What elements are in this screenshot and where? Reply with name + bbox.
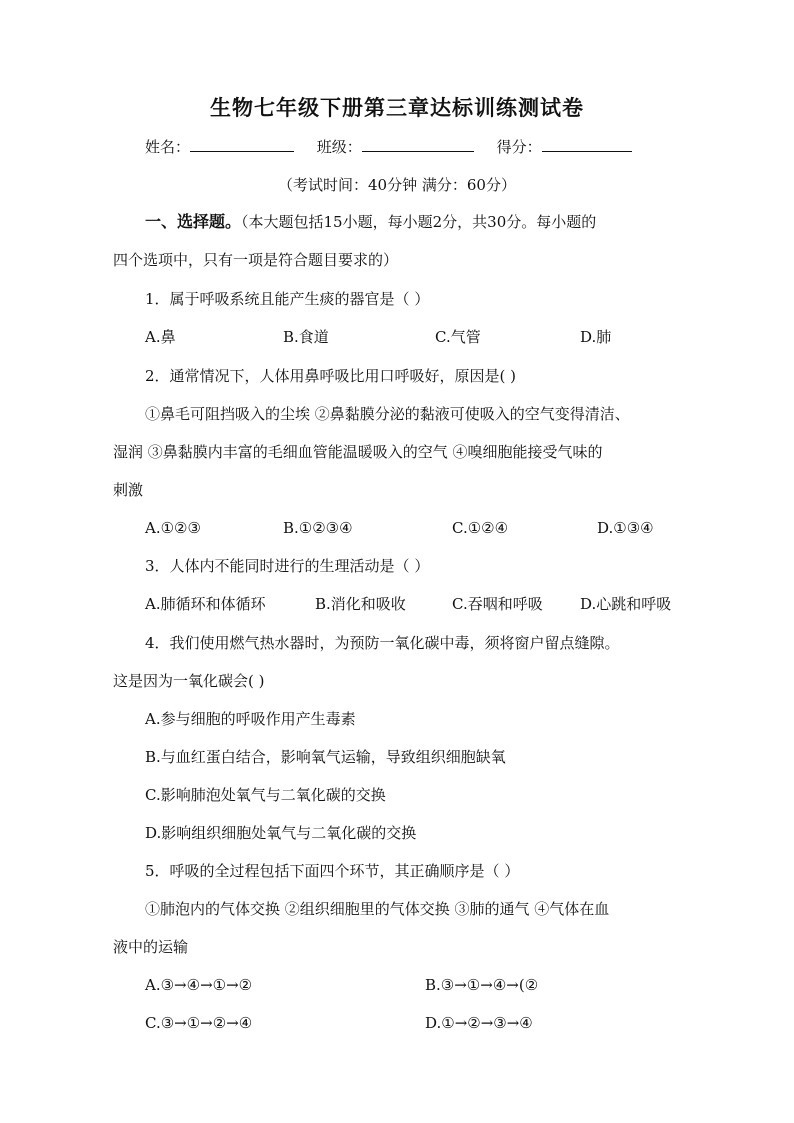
- exam-time-note: （考试时间：40分钟 满分：60分）: [278, 176, 516, 194]
- question-4-stem-2: 这是因为一氧化碳会( ): [113, 672, 265, 690]
- q1-option-a: A.鼻: [145, 328, 176, 346]
- score-label: 得分：: [496, 138, 542, 156]
- section-desc-2: 四个选项中，只有一项是符合题目要求的）: [113, 251, 399, 269]
- name-label: 姓名：: [145, 138, 191, 156]
- section-title: 一、选择题。: [145, 212, 242, 231]
- q1-option-b: B.食道: [283, 328, 329, 346]
- q2-option-a: A.①②③: [145, 519, 201, 537]
- q3-option-b: B.消化和吸收: [315, 595, 406, 613]
- q5-option-a: A.③→④→①→②: [145, 976, 253, 994]
- q5-option-c: C.③→①→②→④: [145, 1014, 253, 1032]
- question-2-detail-3: 刺激: [113, 481, 144, 499]
- q5-option-b: B.③→①→④→(②: [425, 976, 539, 994]
- question-4-stem-1: 4．我们使用燃气热水器时，为预防一氧化碳中毒，须将窗户留点缝隙。: [145, 634, 620, 652]
- score-blank: [542, 137, 632, 152]
- q4-option-b: B.与血红蛋白结合，影响氧气运输，导致组织细胞缺氧: [145, 748, 506, 766]
- q1-option-d: D.肺: [580, 328, 612, 346]
- q3-option-d: D.心跳和呼吸: [580, 595, 672, 613]
- name-blank: [190, 137, 294, 152]
- question-5-detail-2: 液中的运输: [113, 938, 189, 956]
- question-2-detail-2: 湿润 ③鼻黏膜内丰富的毛细血管能温暖吸入的空气 ④嗅细胞能接受气味的: [113, 443, 603, 461]
- class-label: 班级：: [316, 138, 362, 156]
- question-1-stem: 1．属于呼吸系统且能产生痰的器官是（ ）: [145, 290, 430, 308]
- q4-option-d: D.影响组织细胞处氧气与二氧化碳的交换: [145, 824, 417, 842]
- q1-option-c: C.气管: [435, 328, 481, 346]
- section-heading: [145, 212, 705, 232]
- q5-option-d: D.①→②→③→④: [425, 1014, 533, 1032]
- question-3-stem: 3．人体内不能同时进行的生理活动是（ ）: [145, 557, 430, 575]
- page-title: 生物七年级下册第三章达标训练测试卷: [210, 95, 584, 120]
- q2-option-d: D.①③④: [597, 519, 654, 537]
- question-5-stem: 5．呼吸的全过程包括下面四个环节，其正确顺序是（ ）: [145, 862, 520, 880]
- q4-option-c: C.影响肺泡处氧气与二氧化碳的交换: [145, 786, 386, 804]
- question-5-detail-1: ①肺泡内的气体交换 ②组织细胞里的气体交换 ③肺的通气 ④气体在血: [145, 900, 610, 918]
- q3-option-c: C.吞咽和呼吸: [452, 595, 543, 613]
- class-blank: [362, 137, 474, 152]
- q2-option-c: C.①②④: [452, 519, 509, 537]
- question-2-stem: 2．通常情况下，人体用鼻呼吸比用口呼吸好，原因是( ): [145, 367, 517, 385]
- student-info-row: [145, 136, 665, 157]
- question-2-detail-1: ①鼻毛可阻挡吸入的尘埃 ②鼻黏膜分泌的黏液可使吸入的空气变得清洁、: [145, 405, 630, 423]
- q4-option-a: A.参与细胞的呼吸作用产生毒素: [145, 710, 356, 728]
- q2-option-b: B.①②③④: [283, 519, 353, 537]
- section-desc-1: （本大题包括15小题，每小题2分，共30分。每小题的: [241, 213, 597, 231]
- q3-option-a: A.肺循环和体循环: [145, 595, 266, 613]
